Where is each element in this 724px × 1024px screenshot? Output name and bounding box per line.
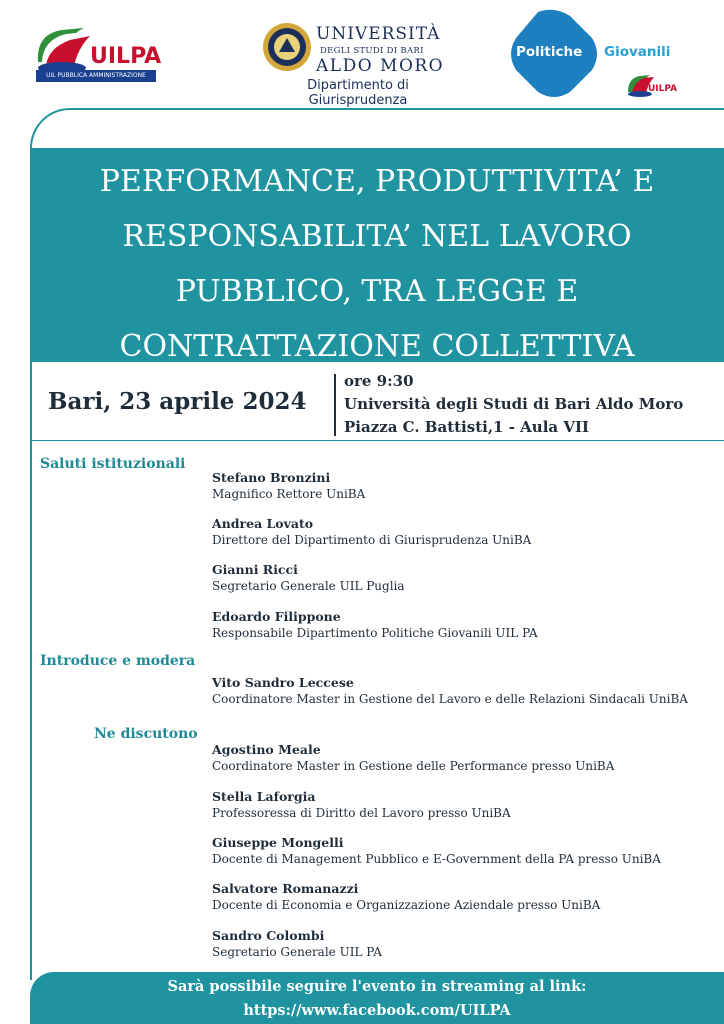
department-name: Dipartimento di Giurisprudenza: [307, 78, 409, 108]
speaker-role: Segretario Generale UIL PA: [212, 945, 382, 959]
uilpa-wordmark: UILPA: [90, 44, 162, 69]
speaker-role: Magnifico Rettore UniBA: [212, 487, 366, 501]
speaker-entry: [212, 609, 538, 641]
card-outline-left: [30, 360, 32, 980]
mini-uilpa-text: UILPA: [648, 84, 678, 94]
speaker-name: Edoardo Filippone: [212, 609, 341, 624]
university-seal-icon: [262, 22, 312, 72]
footer-banner: [30, 972, 724, 1024]
speaker-name: Agostino Meale: [212, 742, 321, 757]
speaker-entry: [212, 470, 365, 502]
streaming-notice: Sarà possibile seguire l'evento in streaming al link:: [167, 978, 587, 995]
speaker-entry: [212, 789, 511, 821]
speaker-role: Docente di Economia e Organizzazione Aziendale presso UniBA: [212, 898, 601, 912]
title-line: PUBBLICO, TRA LEGGE E: [175, 274, 579, 309]
politiche-text: Politiche: [516, 44, 583, 60]
giovanili-text: Giovanili: [604, 44, 671, 60]
speaker-name: Vito Sandro Leccese: [212, 675, 354, 690]
politiche-giovanili-logo: [508, 8, 708, 104]
event-title: [30, 154, 724, 374]
date-divider: [334, 374, 336, 436]
section-label-discutono: Ne discutono: [94, 726, 198, 742]
speaker-role: Responsabile Dipartimento Politiche Giovanili UIL PA: [212, 626, 538, 640]
speaker-name: Sandro Colombi: [212, 928, 325, 943]
university-logo: [258, 20, 458, 108]
event-address: Piazza C. Battisti,1 - Aula VII: [344, 418, 590, 436]
speaker-entry: [212, 881, 600, 913]
speaker-entry: [212, 562, 405, 594]
event-time: ore 9:30: [344, 372, 414, 390]
speaker-name: Salvatore Romanazzi: [212, 881, 359, 896]
speaker-role: Coordinatore Master in Gestione del Lavoro e delle Relazioni Sindacali UniBA: [212, 692, 688, 706]
speaker-name: Stefano Bronzini: [212, 470, 331, 485]
speaker-role: Coordinatore Master in Gestione delle Performance presso UniBA: [212, 759, 615, 773]
speaker-name: Giuseppe Mongelli: [212, 835, 344, 850]
speaker-entry: [212, 675, 688, 707]
university-name-line1: UNIVERSITÀ: [316, 24, 441, 44]
section-label-introduce: Introduce e modera: [40, 653, 196, 669]
speaker-name: Gianni Ricci: [212, 562, 298, 577]
title-line: CONTRATTAZIONE COLLETTIVA: [119, 329, 635, 364]
speaker-role: Docente di Management Pubblico e E-Government della PA presso UniBA: [212, 852, 661, 866]
event-venue: Università degli Studi di Bari Aldo Moro: [344, 395, 684, 413]
speaker-name: Andrea Lovato: [212, 516, 314, 531]
speaker-role: Professoressa di Diritto del Lavoro presso UniBA: [212, 806, 511, 820]
speaker-name: Stella Laforgia: [212, 789, 316, 804]
event-date: Bari, 23 aprile 2024: [48, 388, 307, 415]
speaker-entry: [212, 835, 661, 867]
section-label-saluti: Saluti istituzionali: [40, 456, 186, 472]
speaker-entry: [212, 742, 614, 774]
title-banner: [30, 148, 724, 362]
university-name-line2: DEGLI STUDI DI BARI: [320, 46, 424, 56]
university-name-line3: ALDO MORO: [316, 56, 445, 76]
speaker-role: Segretario Generale UIL Puglia: [212, 579, 405, 593]
title-line: RESPONSABILITA’ NEL LAVORO: [122, 219, 632, 254]
title-line: PERFORMANCE, PRODUTTIVITA’ E: [99, 164, 655, 199]
section-divider: [30, 440, 724, 441]
speaker-role: Direttore del Dipartimento di Giurisprudenza UniBA: [212, 533, 532, 547]
speaker-entry: [212, 928, 382, 960]
streaming-link[interactable]: https://www.facebook.com/UILPA: [243, 1002, 511, 1019]
event-venue-block: [344, 370, 683, 439]
uilpa-subtitle: UIL PUBBLICA AMMINISTRAZIONE: [36, 70, 156, 82]
speaker-entry: [212, 516, 531, 548]
